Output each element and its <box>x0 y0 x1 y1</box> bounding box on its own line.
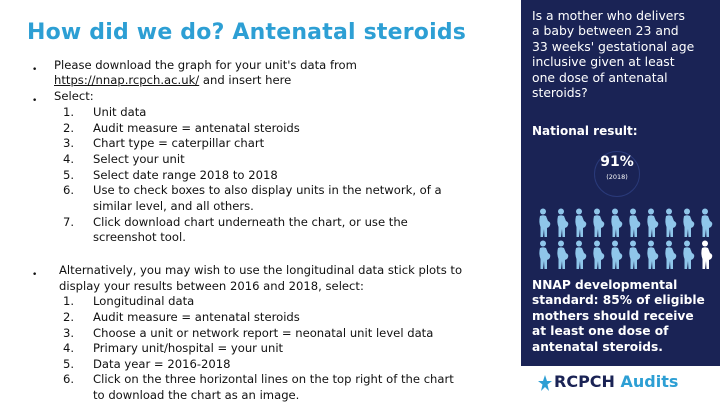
standard-line: NNAP developmental <box>532 278 678 292</box>
question-line: steroids? <box>532 85 588 101</box>
step-text-cont: similar level, and all others. <box>93 199 254 213</box>
step-text: Data year = 2016-2018 <box>93 357 231 371</box>
question-line: one dose of antenatal <box>532 69 668 85</box>
pregnant-woman-icon <box>573 208 589 238</box>
step-number: 1. <box>62 294 74 308</box>
pregnant-woman-icon <box>663 208 679 238</box>
nnap-standard <box>532 278 717 355</box>
standard-line: at least one dose of <box>532 324 669 339</box>
alt-intro: display your results between 2016 and 2018, select: <box>59 279 364 293</box>
bullet-marker: • <box>32 270 38 280</box>
pregnant-woman-icon <box>699 208 715 238</box>
national-result-label: National result: <box>532 124 638 138</box>
standard-line: antenatal steroids. <box>532 339 663 354</box>
step-number: 3. <box>62 326 74 340</box>
pregnant-woman-icon <box>591 240 607 270</box>
step-number: 2. <box>62 121 74 135</box>
step-text: Use to check boxes to also display units in the network, of a <box>93 183 442 197</box>
pregnant-woman-icon <box>555 240 571 270</box>
step-text: Click on the three horizontal lines on the top right of the chart <box>93 372 454 386</box>
step-number: 3. <box>62 136 74 150</box>
bullet-marker: • <box>32 96 38 106</box>
pregnant-woman-icon <box>645 240 661 270</box>
national-result-value: 91% <box>600 154 634 170</box>
question-line: 33 weeks' gestational age <box>532 38 695 54</box>
pregnant-woman-icon <box>663 240 679 270</box>
step-number: 1. <box>62 105 74 119</box>
nnap-link[interactable]: https://nnap.rcpch.ac.uk/ <box>54 73 200 87</box>
pregnant-woman-icon <box>537 240 553 270</box>
instruction-text: and insert here <box>199 73 292 87</box>
step-number: 7. <box>62 215 74 229</box>
step-number: 6. <box>62 372 74 386</box>
rcpch-star-icon <box>538 375 552 391</box>
step-text: Audit measure = antenatal steroids <box>93 310 300 324</box>
slide-title: How did we do? Antenatal steroids <box>27 20 467 45</box>
step-number: 2. <box>62 310 74 324</box>
step-text-cont: screenshot tool. <box>93 230 186 244</box>
step-text: Click download chart underneath the chart, or use the <box>93 215 408 229</box>
question-line: Is a mother who delivers <box>532 8 685 23</box>
pregnant-woman-icon <box>609 240 625 270</box>
step-text: Chart type = caterpillar chart <box>93 136 265 150</box>
pregnant-woman-icon <box>627 240 643 270</box>
step-text-cont: to download the chart as an image. <box>93 388 300 402</box>
logo-main: RCPCH <box>554 372 615 391</box>
bullet-marker: • <box>32 65 38 75</box>
standard-line: standard: 85% of eligible <box>532 293 705 308</box>
select-label: Select: <box>54 89 94 103</box>
standard-line: mothers should receive <box>532 308 694 323</box>
pregnant-woman-icon <box>573 240 589 270</box>
question-line: a baby between 23 and <box>532 23 679 39</box>
pregnant-woman-icon <box>645 208 661 238</box>
step-number: 5. <box>62 168 74 182</box>
pregnant-woman-icon <box>627 208 643 238</box>
step-text: Primary unit/hospital = your unit <box>93 341 284 355</box>
pregnant-woman-icon <box>555 208 571 238</box>
question-line: inclusive given at least <box>532 54 675 70</box>
pregnant-woman-icon <box>681 208 697 238</box>
step-number: 4. <box>62 152 74 166</box>
step-text: Unit data <box>93 105 147 119</box>
national-result-year: (2018) <box>606 173 628 181</box>
step-text: Choose a unit or network report = neonatal unit level data <box>93 326 434 340</box>
step-number: 5. <box>62 357 74 371</box>
step-text: Select date range 2018 to 2018 <box>93 168 278 182</box>
audit-question <box>532 8 717 100</box>
pregnant-woman-icon <box>699 240 715 270</box>
alt-intro: Alternatively, you may wish to use the longitudinal data stick plots to <box>59 263 463 277</box>
step-number: 6. <box>62 183 74 197</box>
pregnant-woman-icon <box>537 208 553 238</box>
step-text: Longitudinal data <box>93 294 195 308</box>
step-number: 4. <box>62 341 74 355</box>
pregnant-woman-icon <box>591 208 607 238</box>
instruction-line: Please download the graph for your unit's data from <box>54 58 357 72</box>
pregnant-woman-icon <box>609 208 625 238</box>
instruction-line-link <box>54 73 291 89</box>
step-text: Audit measure = antenatal steroids <box>93 121 300 135</box>
logo-sub: Audits <box>620 372 679 391</box>
pregnant-woman-icon <box>681 240 697 270</box>
step-text: Select your unit <box>93 152 185 166</box>
rcpch-audits-logo <box>554 372 678 391</box>
